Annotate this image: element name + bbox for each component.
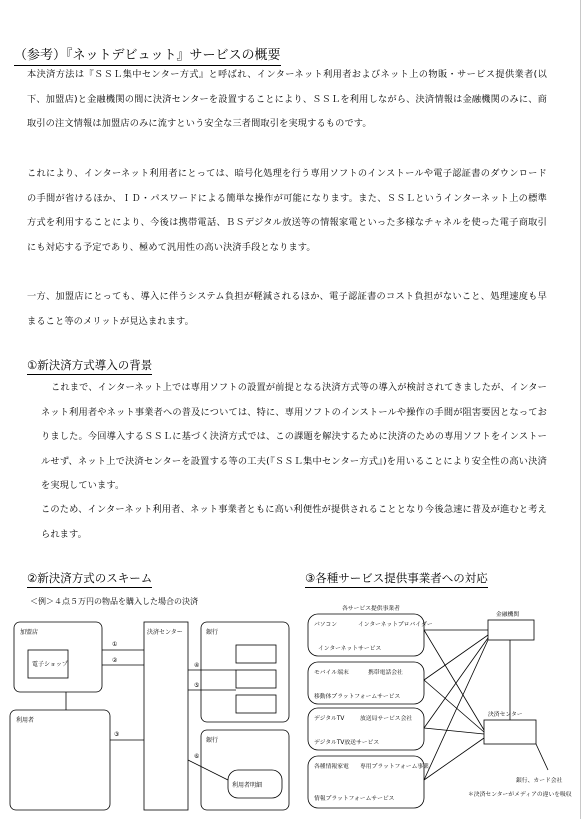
carrier-label: 携帯電話会社 [368,670,403,676]
mobile-service-label: 移動体プラットフォームサービス [314,694,401,700]
account-book-label: 利用者明細 [232,782,263,789]
section-heading-providers: ③各種サービス提供事業者への対応 [305,571,488,585]
page-title: （参考）『ネットデビュット』サービスの概要 [14,44,281,63]
store-label: 加盟店 [20,629,39,636]
providers-label: 各サービス提供事業者 [342,606,400,612]
scheme-diagram [6,610,296,815]
background-paragraph-1: これまで、インターネット上では専用ソフトの設置が前提となる決済方式等の導入が検討されてきましたが、インターネット利用者やネット事業者への普及については、特に、専用ソフトのインストールや操作の手間が阻害要因となっておりました。今回導入するＳＳＬに基づく決済方式では、この課題を解決するために決済のための専用ソフトをインストールせず、ネット上で決済センターを設置する等の工夫(『ＳＳＬ集中センター方式』)を用いることにより安全性の高い決済を実現しています。 [41,382,547,491]
step-6: ⑥ [194,753,200,760]
bank-label: 金融機関 [496,612,520,618]
mobile-label: モバイル端末 [314,670,349,676]
section-heading-scheme: ②新決済方式のスキーム [27,571,153,585]
shop-label: 電子ショップ [32,661,68,668]
scheme-caption: ＜例＞４点５万円の物品を購入した場合の決済 [30,597,198,606]
section-heading-background: ①新決済方式導入の背景 [27,358,153,372]
info-service-label: 情報プラットフォームサービス [314,796,395,802]
card-co-label: 銀行、カード会社 [516,778,563,784]
page-frame-edge [580,0,581,819]
broadcaster-label: 放送局サービス会社 [360,716,413,722]
customer-label: 利用者 [16,717,35,724]
center-label: 決済センター [147,629,183,636]
background-paragraph-2: このため、インターネット利用者、ネット事業者ともに高い利便性が提供されることとなり今後急速に普及が進むと考えられます。 [41,504,547,540]
terminal-label: 各種情報家電 [314,764,349,770]
step-4: ④ [194,662,200,669]
center-note: ＊決済センターがメディアの違いを吸収 [468,792,572,798]
bank-label-bottom: 銀行 [206,737,219,744]
internet-service-label: インターネットサービス [318,646,382,652]
center-box [144,622,188,810]
bank-building [488,620,534,640]
bank-label-top: 銀行 [206,629,219,636]
isp-label: インターネットプロバイダー [358,622,433,628]
step-1: ① [112,641,118,648]
intro-paragraph-1: 本決済方法は『ＳＳＬ集中センター方式』と呼ばれ、インターネット利用者およびネット上の物販・サービス提供業者(以下、加盟店)と金融機関の間に決済センターを設置することにより、ＳＳＬを利用しながら、決済情報は金融機関のみに、商取引の注文情報は加盟店のみに流すという安全な三者間取引を実現するものです。 [27,69,547,130]
intro-paragraph-3: 一方、加盟店にとっても、導入に伴うシステム負担が軽減されるほか、電子認証書のコスト負担がないこと、処理速度も早まること等のメリットが見込まれます。 [27,291,547,327]
platform-co-label: 専用プラットフォーム事業 [360,764,429,770]
center-label: 決済センター [488,712,523,718]
dtv-service-label: デジタルTV放送サービス [314,740,380,746]
step-2: ② [112,657,118,664]
step-3: ③ [114,731,120,738]
providers-diagram [298,600,580,815]
intro-paragraph-2: これにより、インターネット利用者にとっては、暗号化処理を行う専用ソフトのインストールや電子認証書のダウンロードの手間が省けるほか、ＩＤ・パスワードによる簡単な操作が可能になります。また、ＳＳＬというインターネット上の標準方式を利用することにより、今後は携帯電話、ＢＳデジタル放送等の情報家電といった多様なチャネルを使った電子商取引にも対応する予定であり、極めて汎用性の高い決済手段となります。 [27,168,547,253]
pc-label: パソコン [314,622,338,628]
center-building [484,720,536,744]
dtv-label: デジタルTV [314,716,345,722]
customer-box [10,710,110,810]
step-5: ⑤ [194,682,200,689]
